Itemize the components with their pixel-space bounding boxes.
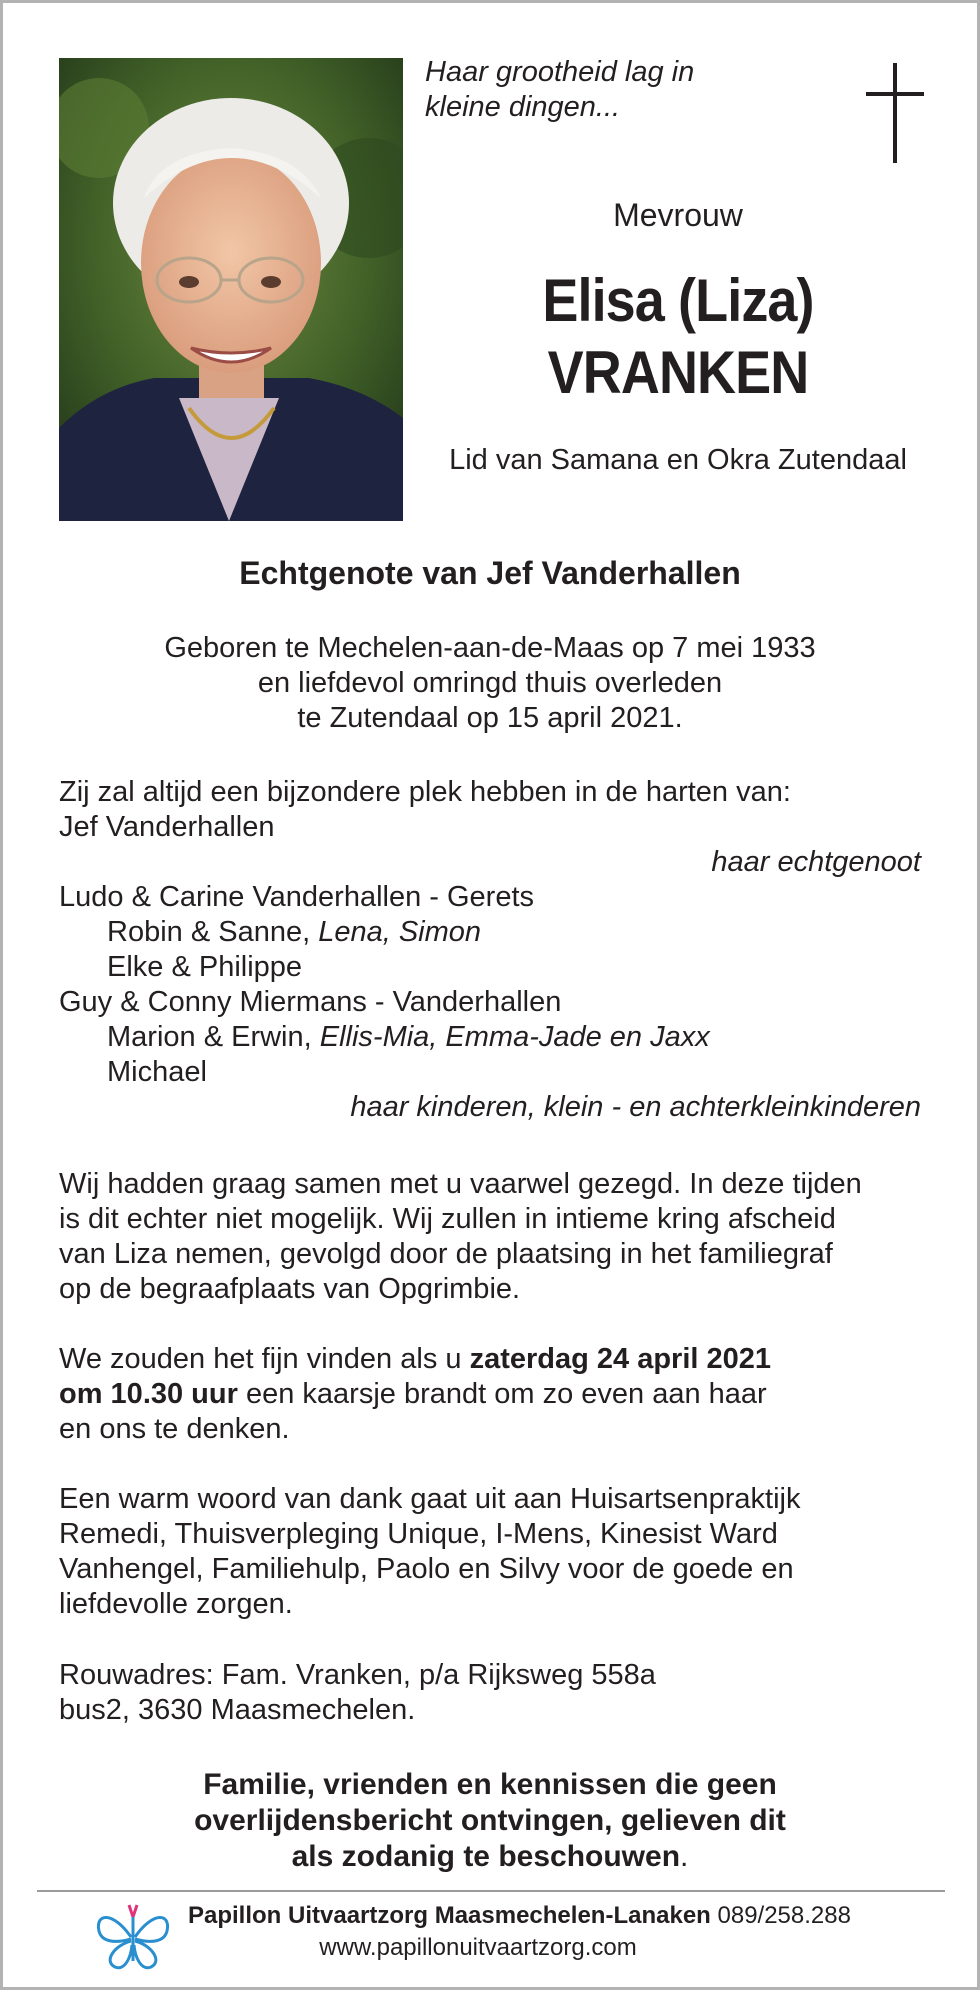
butterfly-logo <box>93 1901 173 1973</box>
birth-line: en liefdevol omringd thuis overleden <box>257 667 723 699</box>
motto-line: kleine dingen... <box>425 91 621 123</box>
paragraph-line: Vanhengel, Familiehulp, Paolo en Silvy voor de goede en <box>59 1553 794 1585</box>
closing-text: als zodanig te beschouwen <box>291 1840 681 1873</box>
funeral-home-name: Papillon Uitvaartzorg Maasmechelen-Lanaken <box>188 1902 711 1929</box>
paragraph-line: en ons te denken. <box>59 1413 290 1445</box>
child-entry: Ludo & Carine Vanderhallen - Gerets <box>59 881 535 913</box>
candle-text: We zouden het fijn vinden als u <box>59 1343 470 1375</box>
name-first: Elisa (Liza) <box>542 267 814 334</box>
paragraph-line <box>59 1342 939 1377</box>
paragraph-line: Remedi, Thuisverpleging Unique, I-Mens, Kinesist Ward <box>59 1518 778 1550</box>
cross-icon <box>866 63 924 163</box>
birth-death-info <box>3 631 977 736</box>
family-list <box>59 775 921 1125</box>
candle-text: een kaarsje brandt om zo even aan haar <box>237 1378 767 1410</box>
spouse-role: haar echtgenoot <box>711 846 921 878</box>
children-role: haar kinderen, klein - en achterkleinkinderen <box>350 1091 921 1123</box>
grandchild-entry <box>59 1020 921 1055</box>
family-intro: Zij zal altijd een bijzondere plek hebben in de harten van: <box>59 776 791 808</box>
farewell-paragraph <box>59 1167 939 1307</box>
closing-line <box>3 1839 977 1875</box>
grandchild-names: Marion & Erwin, <box>107 1021 320 1053</box>
portrait-photo <box>59 58 403 521</box>
grandchild-entry <box>59 915 921 950</box>
birth-line: Geboren te Mechelen-aan-de-Maas op 7 mei 1933 <box>164 632 816 664</box>
paragraph-line: op de begraafplaats van Opgrimbie. <box>59 1273 521 1305</box>
footer-divider <box>37 1890 945 1892</box>
address-line: bus2, 3630 Maasmechelen. <box>59 1694 416 1726</box>
paragraph-line: liefdevolle zorgen. <box>59 1588 293 1620</box>
grandchild-names: Robin & Sanne, <box>107 916 319 948</box>
spouse-line: Echtgenote van Jef Vanderhallen <box>239 555 741 591</box>
closing-line: overlijdensbericht ontvingen, gelieven dit <box>194 1804 786 1837</box>
child-entry: Guy & Conny Miermans - Vanderhallen <box>59 986 562 1018</box>
motto <box>425 55 725 125</box>
great-grandchildren: Ellis-Mia, Emma-Jade en Jaxx <box>319 1021 710 1053</box>
grandchild-entry: Michael <box>107 1056 207 1088</box>
paragraph-line: is dit echter niet mogelijk. Wij zullen in intieme kring afscheid <box>59 1203 836 1235</box>
funeral-home-phone: 089/258.288 <box>710 1902 851 1929</box>
motto-line: Haar grootheid lag in <box>425 56 695 88</box>
candle-paragraph <box>59 1342 939 1447</box>
grandchild-entry: Elke & Philippe <box>107 951 303 983</box>
birth-line: te Zutendaal op 15 april 2021. <box>297 702 683 734</box>
paragraph-line <box>59 1377 939 1412</box>
candle-date: zaterdag 24 april 2021 <box>469 1343 772 1375</box>
deceased-name <box>444 265 912 409</box>
closing-notice <box>3 1767 977 1875</box>
funeral-home-website[interactable]: www.papillonuitvaartzorg.com <box>319 1934 637 1961</box>
closing-period: . <box>680 1840 689 1873</box>
membership: Lid van Samana en Okra Zutendaal <box>449 444 907 476</box>
paragraph-line: Wij hadden graag samen met u vaarwel gezegd. In deze tijden <box>59 1168 862 1200</box>
thanks-paragraph <box>59 1482 939 1622</box>
paragraph-line: Een warm woord van dank gaat uit aan Huisartsenpraktijk <box>59 1483 801 1515</box>
honorific: Mevrouw <box>613 197 743 233</box>
funeral-home <box>188 1901 908 1931</box>
name-last: VRANKEN <box>547 339 809 406</box>
address-line: Rouwadres: Fam. Vranken, p/a Rijksweg 558a <box>59 1659 656 1691</box>
candle-time: om 10.30 uur <box>59 1378 238 1410</box>
closing-line: Familie, vrienden en kennissen die geen <box>203 1768 777 1801</box>
address-paragraph <box>59 1658 939 1728</box>
great-grandchildren: Lena, Simon <box>318 916 482 948</box>
spouse-name: Jef Vanderhallen <box>59 811 275 843</box>
paragraph-line: van Liza nemen, gevolgd door de plaatsing in het familiegraf <box>59 1238 833 1270</box>
